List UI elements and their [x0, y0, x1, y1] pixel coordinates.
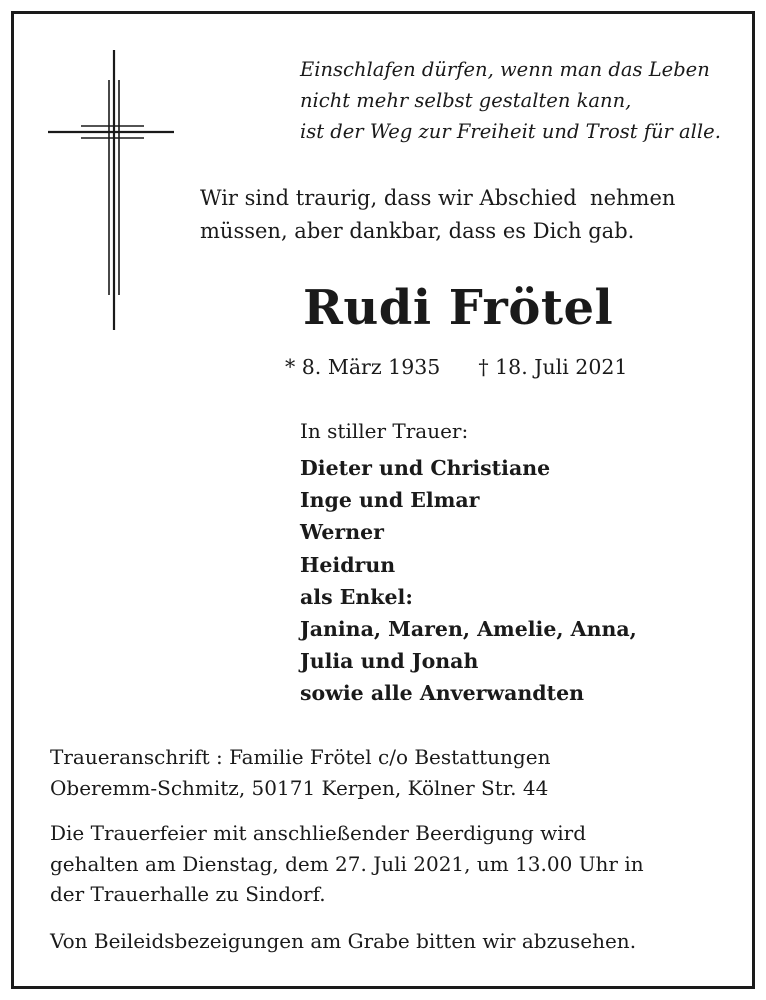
mourner-line: Inge und Elmar — [300, 488, 480, 513]
address-line: Oberemm-Schmitz, 50171 Kerpen, Kölner Str. 44 — [50, 775, 549, 800]
mourner-line: Julia und Jonah — [300, 649, 479, 674]
life-dates — [285, 352, 627, 382]
lead-text — [200, 182, 740, 248]
mourner-line: Dieter und Christiane — [300, 456, 551, 480]
mourners-list — [300, 452, 637, 710]
condolence-request: Von Beileidsbezeigungen am Grabe bitten wir abzusehen. — [50, 929, 637, 953]
lead-line: Wir sind traurig, dass wir Abschied nehmen — [200, 186, 676, 210]
mourner-line: Heidrun — [300, 552, 396, 577]
quote-block — [300, 54, 740, 147]
quote-line: ist der Weg zur Freiheit und Trost für alle. — [300, 120, 721, 143]
mourner-line: sowie alle Anverwandten — [300, 681, 585, 706]
ceremony-line: der Trauerhalle zu Sindorf. — [50, 882, 326, 906]
mourner-line: Werner — [300, 520, 384, 545]
mourner-line: als Enkel: — [300, 584, 413, 609]
address-line: Traueranschrift : Familie Frötel c/o Bestattungen — [50, 745, 551, 769]
mourning-intro: In stiller Trauer: — [300, 419, 469, 443]
mourner-line: Janina, Maren, Amelie, Anna, — [300, 617, 637, 642]
mourning-address — [50, 742, 730, 803]
lead-line: müssen, aber dankbar, dass es Dich gab. — [200, 219, 635, 243]
ceremony-info — [50, 818, 730, 910]
deceased-name: Rudi Frötel — [303, 280, 614, 336]
quote-line: Einschlafen dürfen, wenn man das Leben — [300, 58, 710, 81]
death-date: † 18. Juli 2021 — [478, 355, 628, 379]
birth-date: * 8. März 1935 — [285, 355, 441, 379]
ceremony-line: gehalten am Dienstag, dem 27. Juli 2021, um 13.00 Uhr in — [50, 851, 644, 876]
quote-line: nicht mehr selbst gestalten kann, — [300, 89, 632, 112]
ceremony-line: Die Trauerfeier mit anschließender Beerdigung wird — [50, 821, 587, 845]
